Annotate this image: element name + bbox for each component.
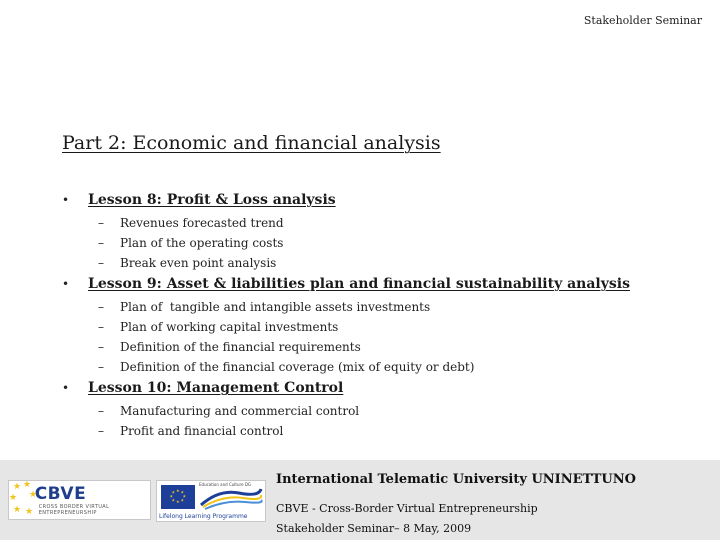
- llp-top-text: Education and Culture DG: [199, 482, 251, 487]
- list-item: [98, 317, 702, 337]
- eu-flag-icon: [161, 485, 195, 509]
- dash-icon: –: [98, 300, 104, 314]
- cbve-logo-subtitle: CROSS BORDER VIRTUAL ENTREPRENEURSHIP: [38, 504, 110, 516]
- list-item-text: Definition of the financial requirements: [120, 340, 361, 354]
- list-item-text: Profit and financial control: [120, 424, 284, 438]
- topic-list: [62, 213, 702, 273]
- event-name: Stakeholder Seminar– 8 May, 2009: [276, 522, 472, 535]
- list-item: [98, 421, 702, 441]
- list-item-text: Revenues forecasted trend: [120, 216, 284, 230]
- header-label: Stakeholder Seminar: [583, 14, 702, 27]
- list-item: [98, 297, 702, 317]
- project-name: CBVE - Cross-Border Virtual Entrepreneurship: [276, 502, 538, 515]
- dash-icon: –: [98, 256, 104, 270]
- lesson-title: Lesson 9: Asset & liabilities plan and financial sustainability analysis: [88, 276, 630, 292]
- lesson-title: Lesson 8: Profit & Loss analysis: [88, 192, 336, 208]
- university-name: International Telematic University UNINETTUNO: [276, 472, 636, 487]
- slide-title: Part 2: Economic and financial analysis: [62, 132, 441, 154]
- list-item-text: Break even point analysis: [120, 256, 277, 270]
- list-item-text: Definition of the financial coverage (mix of equity or debt): [120, 360, 475, 374]
- dash-icon: –: [98, 216, 104, 230]
- lesson-block: [62, 276, 702, 377]
- list-item-text: Plan of the operating costs: [120, 236, 284, 250]
- list-item: [98, 401, 702, 421]
- dash-icon: –: [98, 236, 104, 250]
- lesson-title: Lesson 10: Management Control: [88, 380, 344, 396]
- dash-icon: –: [98, 424, 104, 438]
- bullet-icon: •: [62, 277, 70, 291]
- list-item-text: Manufacturing and commercial control: [120, 404, 360, 418]
- list-item: [98, 213, 702, 233]
- lifelong-learning-logo: [156, 480, 266, 522]
- svg-text:★: ★: [180, 497, 185, 503]
- svg-text:★: ★: [169, 493, 174, 499]
- bullet-icon: •: [62, 381, 70, 395]
- list-item: [98, 357, 702, 377]
- list-item: [98, 337, 702, 357]
- list-item: [98, 253, 702, 273]
- svg-text:★: ★: [171, 489, 176, 495]
- list-item-text: Plan of tangible and intangible assets investments: [120, 300, 431, 314]
- cbve-logo-text: CBVE: [34, 484, 87, 504]
- dash-icon: –: [98, 404, 104, 418]
- lesson-block: [62, 192, 702, 273]
- list-item: [98, 233, 702, 253]
- lesson-block: [62, 380, 702, 441]
- dash-icon: –: [98, 320, 104, 334]
- dash-icon: –: [98, 360, 104, 374]
- cbve-logo: [8, 480, 151, 520]
- llp-caption: Lifelong Learning Programme: [159, 513, 248, 520]
- llp-swoosh-icon: [199, 483, 263, 511]
- svg-text:★: ★: [176, 488, 180, 493]
- svg-text:★: ★: [182, 493, 187, 499]
- dash-icon: –: [98, 340, 104, 354]
- svg-text:★: ★: [171, 497, 176, 503]
- topic-list: [62, 401, 702, 441]
- svg-text:★: ★: [176, 499, 180, 504]
- list-item-text: Plan of working capital investments: [120, 320, 339, 334]
- footer-bar: [0, 460, 720, 540]
- bullet-icon: •: [62, 193, 70, 207]
- topic-list: [62, 297, 702, 377]
- svg-text:★: ★: [180, 489, 185, 495]
- eu-stars-icon: ★ ★ ★ ★ ★ ★: [9, 480, 38, 517]
